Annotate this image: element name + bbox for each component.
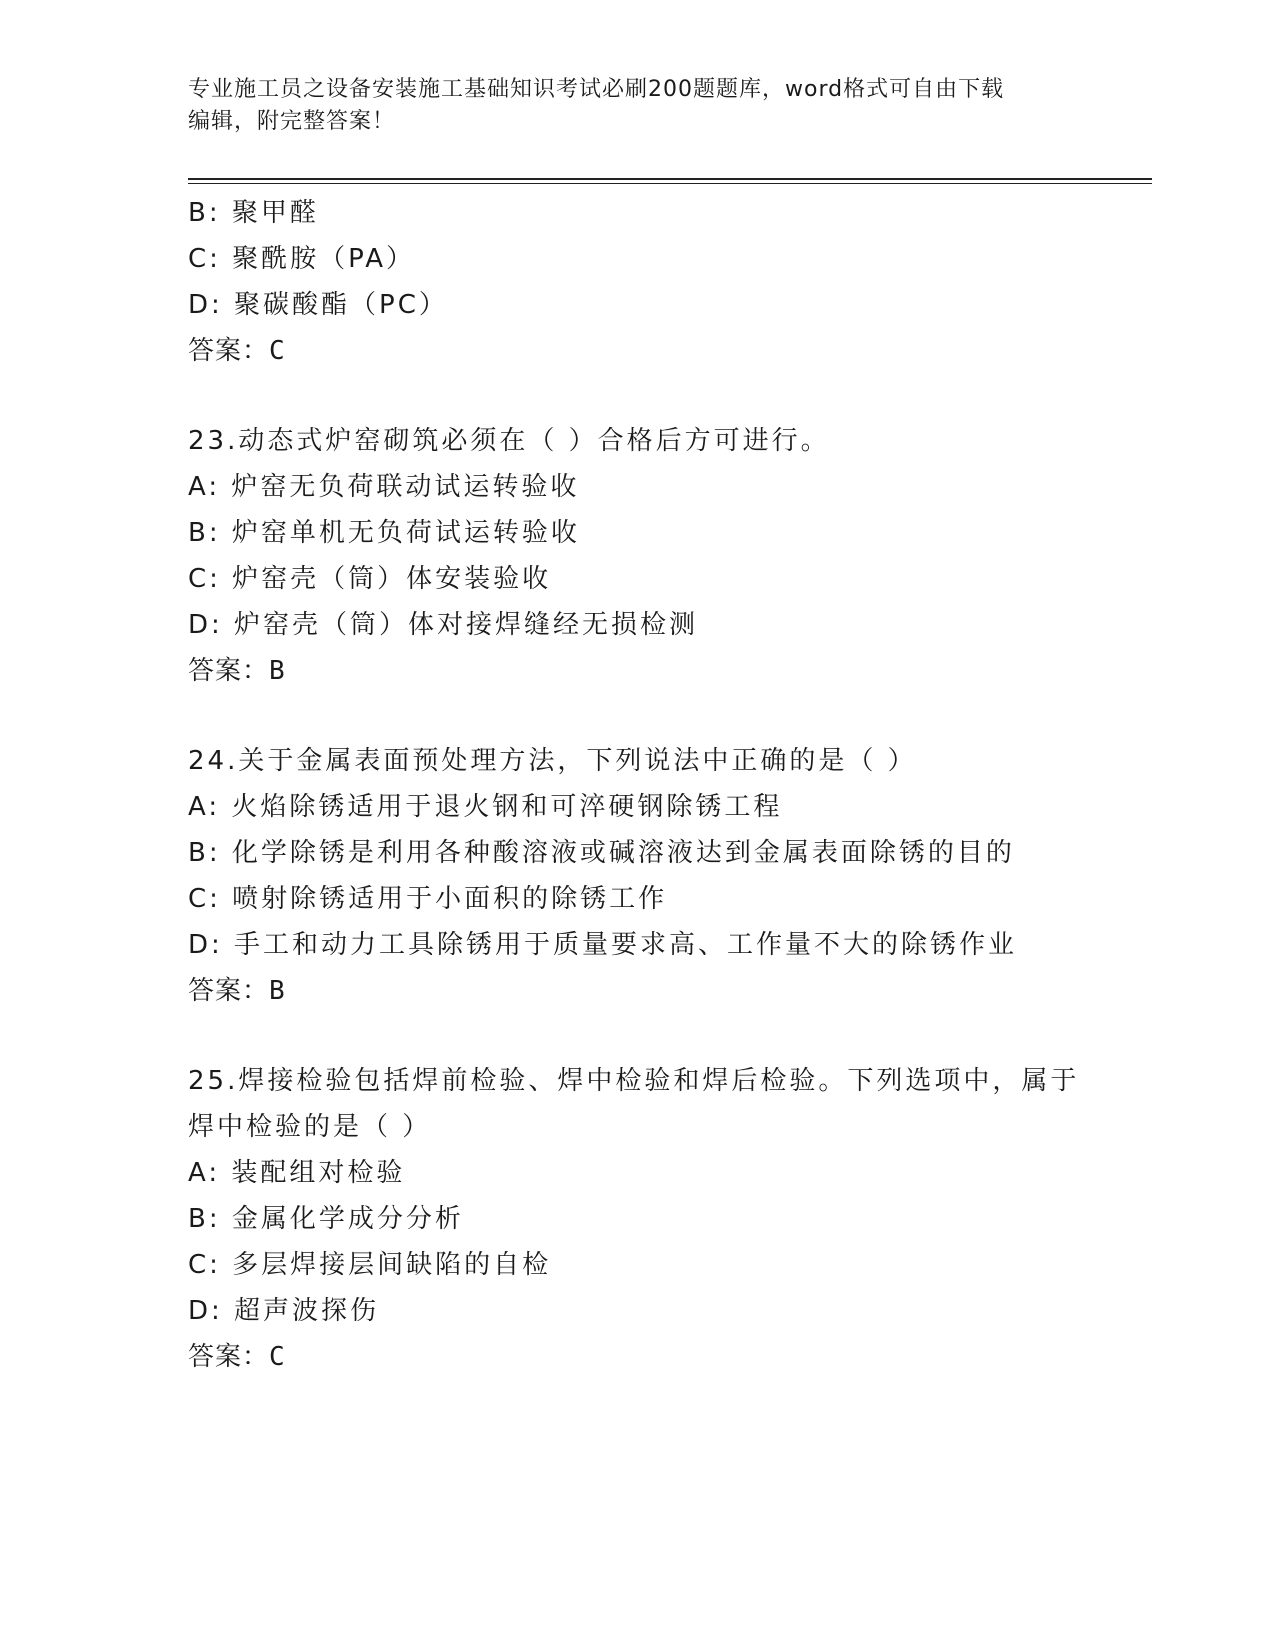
option-c: C: 多层焊接层间缺陷的自检	[188, 1250, 552, 1280]
option-d: D: 聚碳酸酯（PC）	[188, 290, 448, 320]
option-d: D: 超声波探伤	[188, 1296, 380, 1326]
option-a: A: 装配组对检验	[188, 1158, 406, 1188]
question-stem: 23.动态式炉窑砌筑必须在（ ）合格后方可进行。	[188, 426, 830, 456]
answer-label: 答案：	[188, 1342, 270, 1372]
answer-label: 答案：	[188, 336, 270, 366]
spacer	[188, 694, 1152, 738]
option-b: B: 化学除锈是利用各种酸溶液或碱溶液达到金属表面除锈的目的	[188, 838, 1015, 868]
answer-line	[188, 328, 1152, 374]
header-line-1: 专业施工员之设备安装施工基础知识考试必刷200题题库，word格式可自由下载	[188, 77, 1005, 102]
option-c: C: 喷射除锈适用于小面积的除锈工作	[188, 884, 668, 914]
option-b: B: 聚甲醛	[188, 198, 319, 228]
answer-value: B	[269, 656, 285, 686]
answer-value: C	[269, 336, 285, 366]
answer-line	[188, 648, 1152, 694]
header-line-2: 编辑，附完整答案！	[188, 109, 396, 134]
question-content	[188, 190, 1152, 1380]
answer-value: B	[269, 976, 285, 1006]
answer-line	[188, 1334, 1152, 1380]
page-header	[188, 74, 1088, 138]
spacer	[188, 1014, 1152, 1058]
question-stem: 24.关于金属表面预处理方法，下列说法中正确的是（ ）	[188, 746, 917, 776]
header-divider-thin	[188, 183, 1152, 184]
option-a: A: 炉窑无负荷联动试运转验收	[188, 472, 580, 502]
option-b: B: 炉窑单机无负荷试运转验收	[188, 518, 580, 548]
question-continued	[188, 190, 1152, 374]
question-24	[188, 738, 1152, 1014]
question-25	[188, 1058, 1152, 1380]
spacer	[188, 374, 1152, 418]
answer-line	[188, 968, 1152, 1014]
option-d: D: 炉窑壳（筒）体对接焊缝经无损检测	[188, 610, 699, 640]
question-stem-line-1: 25.焊接检验包括焊前检验、焊中检验和焊后检验。下列选项中，属于	[188, 1066, 1080, 1096]
answer-label: 答案：	[188, 976, 270, 1006]
answer-value: C	[269, 1342, 285, 1372]
question-stem-line-2: 焊中检验的是（ ）	[188, 1112, 432, 1142]
option-b: B: 金属化学成分分析	[188, 1204, 464, 1234]
option-d: D: 手工和动力工具除锈用于质量要求高、工作量不大的除锈作业	[188, 930, 1018, 960]
answer-label: 答案：	[188, 656, 270, 686]
option-c: C: 聚酰胺（PA）	[188, 244, 415, 274]
option-c: C: 炉窑壳（筒）体安装验收	[188, 564, 552, 594]
header-divider-thick	[188, 178, 1152, 180]
option-a: A: 火焰除锈适用于退火钢和可淬硬钢除锈工程	[188, 792, 783, 822]
question-23	[188, 418, 1152, 694]
